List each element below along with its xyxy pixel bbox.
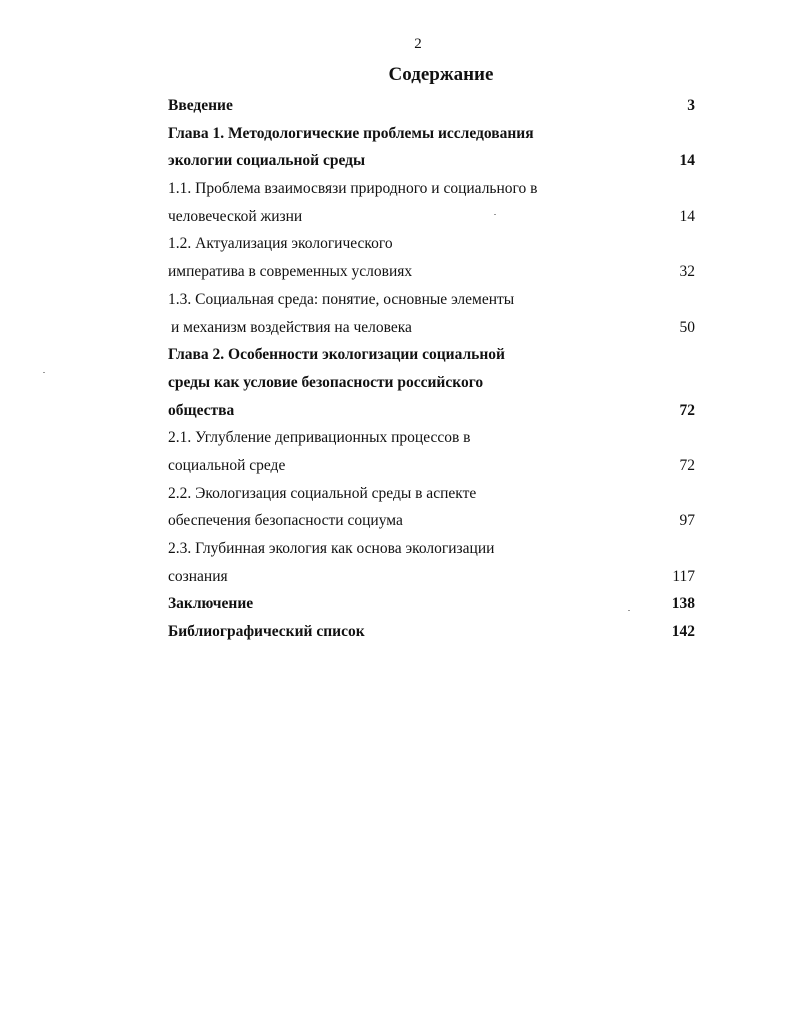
toc-entry-text: человеческой жизни [168, 207, 303, 225]
toc-line [168, 120, 695, 148]
toc-entry-introduction[interactable] [168, 92, 695, 120]
toc-line [168, 535, 695, 563]
toc-entry-text: Заключение [168, 595, 254, 613]
toc-entry-text: Введение [168, 97, 233, 114]
toc-page-number: 117 [672, 567, 695, 585]
page-title: Содержание [388, 64, 494, 85]
toc-entry-section-2-2[interactable] [168, 480, 695, 535]
scan-speck [494, 214, 496, 215]
toc-page-number: 138 [671, 595, 695, 613]
toc-entry-text: экологии социальной среды [168, 152, 366, 170]
toc-line [168, 480, 695, 508]
toc-line [168, 92, 695, 120]
toc-entry-section-2-3[interactable] [168, 535, 695, 590]
toc-entry-section-1-1[interactable] [168, 175, 695, 230]
toc-entry-text: сознания [168, 567, 228, 585]
scan-speck [43, 372, 45, 373]
toc-entry-text: 1.1. Проблема взаимосвязи природного и социального в [168, 180, 538, 198]
toc-line [168, 397, 695, 425]
toc-line [168, 286, 695, 314]
toc-entry-text: среды как условие безопасности российского [168, 373, 484, 391]
toc-entry-section-1-2[interactable] [168, 230, 695, 285]
toc-entry-text: 1.3. Социальная среда: понятие, основные элементы [168, 290, 515, 308]
toc-line [168, 452, 695, 480]
toc-page-number: 97 [679, 512, 695, 530]
toc-entry-text: социальной среде [168, 456, 286, 474]
toc-line [168, 424, 695, 452]
toc-entry-bibliography[interactable] [168, 618, 695, 646]
toc-entry-text: Глава 2. Особенности экологизации социальной [168, 346, 505, 364]
toc-page-number: 3 [687, 97, 695, 114]
toc-entry-chapter-1[interactable] [168, 120, 695, 175]
toc-entry-text: общества [168, 401, 235, 419]
toc-entry-text: и механизм воздействия на человека [171, 318, 412, 336]
toc-page-number: 14 [679, 152, 695, 170]
toc-page-number: 72 [679, 401, 695, 419]
toc-line [168, 230, 695, 258]
toc-page-number: 72 [679, 456, 695, 474]
toc-page-number: 14 [679, 207, 695, 225]
toc-line [168, 590, 695, 618]
toc-page-number: 32 [679, 263, 695, 281]
toc-entry-text: Библиографический список [168, 623, 365, 641]
toc-line [168, 369, 695, 397]
toc-line [168, 147, 695, 175]
toc-entry-section-2-1[interactable] [168, 424, 695, 479]
toc-line [168, 507, 695, 535]
toc-page-number: 142 [671, 623, 695, 641]
scan-speck [628, 610, 630, 611]
toc-entry-section-1-3[interactable] [168, 286, 695, 341]
toc-line [168, 175, 695, 203]
table-of-contents [168, 92, 695, 646]
toc-entry-text: 2.1. Углубление депривационных процессов в [168, 429, 471, 447]
toc-line [168, 203, 695, 231]
page-number: 2 [414, 36, 422, 52]
toc-page-number: 50 [679, 318, 695, 336]
toc-line [168, 618, 695, 646]
toc-line [168, 314, 695, 342]
toc-entry-text: 2.2. Экологизация социальной среды в аспекте [168, 484, 477, 502]
toc-line [168, 258, 695, 286]
toc-entry-text: 2.3. Глубинная экология как основа экологизации [168, 540, 495, 557]
toc-entry-conclusion[interactable] [168, 590, 695, 618]
toc-entry-text: Глава 1. Методологические проблемы исследования [168, 124, 534, 142]
toc-entry-text: 1.2. Актуализация экологического [168, 235, 393, 253]
toc-line [168, 341, 695, 369]
toc-entry-text: обеспечения безопасности социума [168, 512, 403, 530]
toc-entry-chapter-2[interactable] [168, 341, 695, 424]
toc-line [168, 563, 695, 591]
toc-entry-text: императива в современных условиях [168, 263, 413, 281]
